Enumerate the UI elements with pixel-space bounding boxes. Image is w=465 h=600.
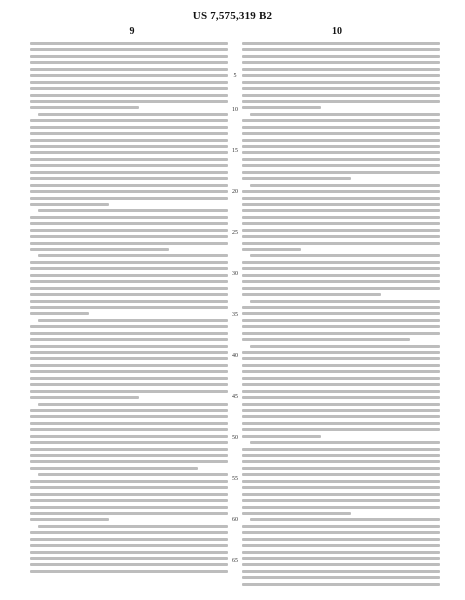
text-line-placeholder (30, 531, 228, 534)
text-line-placeholder (30, 48, 228, 51)
text-line-placeholder (30, 370, 228, 373)
text-line-placeholder (30, 396, 139, 399)
text-line-placeholder (30, 74, 228, 77)
text-line-placeholder (242, 119, 440, 122)
line-number: 45 (232, 394, 238, 400)
line-number: 25 (232, 230, 238, 236)
text-line-placeholder (242, 229, 440, 232)
text-line-placeholder (30, 544, 228, 547)
text-line-placeholder (242, 435, 321, 438)
text-line-placeholder (242, 570, 440, 573)
text-line-placeholder (242, 267, 440, 270)
text-line-placeholder (242, 126, 440, 129)
text-line-placeholder (242, 42, 440, 45)
text-line-placeholder (30, 563, 228, 566)
text-column-right (242, 42, 440, 588)
text-line-placeholder (30, 493, 228, 496)
text-line-placeholder (30, 448, 228, 451)
text-line-placeholder (242, 312, 440, 315)
text-line-placeholder (250, 441, 440, 444)
text-line-placeholder (242, 499, 440, 502)
text-line-placeholder (242, 460, 440, 463)
line-number: 40 (232, 353, 238, 359)
text-line-placeholder (242, 563, 440, 566)
text-line-placeholder (30, 190, 228, 193)
text-line-placeholder (30, 332, 228, 335)
text-line-placeholder (30, 312, 89, 315)
text-line-placeholder (30, 184, 228, 187)
text-line-placeholder (38, 209, 228, 212)
text-line-placeholder (242, 100, 440, 103)
text-line-placeholder (242, 74, 440, 77)
text-line-placeholder (242, 403, 440, 406)
text-line-placeholder (242, 68, 440, 71)
text-line-placeholder (242, 274, 440, 277)
text-line-placeholder (242, 55, 440, 58)
text-line-placeholder (242, 177, 351, 180)
column-number-right: 10 (332, 26, 342, 37)
text-line-placeholder (30, 61, 228, 64)
text-line-placeholder (30, 267, 228, 270)
text-line-placeholder (30, 415, 228, 418)
text-line-placeholder (242, 525, 440, 528)
text-line-placeholder (242, 158, 440, 161)
text-line-placeholder (30, 171, 228, 174)
text-line-placeholder (30, 454, 228, 457)
text-line-placeholder (242, 306, 440, 309)
text-line-placeholder (30, 126, 228, 129)
text-line-placeholder (30, 518, 109, 521)
text-line-placeholder (30, 357, 228, 360)
text-line-placeholder (242, 428, 440, 431)
text-line-placeholder (242, 338, 410, 341)
text-line-placeholder (242, 61, 440, 64)
text-line-placeholder (242, 551, 440, 554)
text-line-placeholder (30, 409, 228, 412)
text-line-placeholder (30, 81, 228, 84)
text-line-placeholder (38, 319, 228, 322)
text-line-placeholder (242, 139, 440, 142)
line-number: 20 (232, 189, 238, 195)
text-line-placeholder (30, 351, 228, 354)
line-number: 10 (232, 107, 238, 113)
text-line-placeholder (242, 364, 440, 367)
line-number: 5 (233, 73, 237, 79)
text-line-placeholder (30, 570, 228, 573)
text-line-placeholder (242, 396, 440, 399)
text-line-placeholder (242, 94, 440, 97)
text-line-placeholder (30, 538, 228, 541)
text-line-placeholder (30, 55, 228, 58)
text-line-placeholder (242, 280, 440, 283)
text-line-placeholder (30, 306, 228, 309)
text-line-placeholder (242, 81, 440, 84)
text-line-placeholder (30, 100, 228, 103)
line-number: 65 (232, 558, 238, 564)
text-line-placeholder (242, 493, 440, 496)
text-line-placeholder (242, 531, 440, 534)
text-line-placeholder (242, 209, 440, 212)
text-line-placeholder (30, 235, 228, 238)
text-line-placeholder (30, 132, 228, 135)
text-line-placeholder (242, 422, 440, 425)
text-line-placeholder (242, 287, 440, 290)
patent-number-header: US 7,575,319 B2 (192, 10, 273, 22)
text-line-placeholder (242, 242, 440, 245)
text-column-left (30, 42, 228, 588)
text-line-placeholder (242, 357, 440, 360)
text-line-placeholder (30, 467, 198, 470)
text-line-placeholder (30, 280, 228, 283)
text-line-placeholder (30, 325, 228, 328)
text-line-placeholder (242, 171, 440, 174)
text-line-placeholder (30, 499, 228, 502)
line-number: 30 (232, 271, 238, 277)
text-line-placeholder (38, 403, 228, 406)
text-line-placeholder (250, 345, 440, 348)
line-number: 55 (232, 476, 238, 482)
text-line-placeholder (242, 409, 440, 412)
text-line-placeholder (242, 325, 440, 328)
text-line-placeholder (250, 184, 440, 187)
text-line-placeholder (30, 300, 228, 303)
text-line-placeholder (242, 261, 440, 264)
text-line-placeholder (30, 151, 228, 154)
text-line-placeholder (30, 428, 228, 431)
text-line-placeholder (242, 390, 440, 393)
text-line-placeholder (242, 235, 440, 238)
text-line-placeholder (242, 248, 301, 251)
text-line-placeholder (30, 345, 228, 348)
text-line-placeholder (242, 48, 440, 51)
text-line-placeholder (242, 203, 440, 206)
text-line-placeholder (242, 467, 440, 470)
text-line-placeholder (30, 248, 169, 251)
text-line-placeholder (242, 370, 440, 373)
text-line-placeholder (250, 113, 440, 116)
text-line-placeholder (242, 164, 440, 167)
text-line-placeholder (242, 544, 440, 547)
text-line-placeholder (242, 583, 440, 586)
line-number: 35 (232, 312, 238, 318)
text-line-placeholder (30, 557, 228, 560)
text-line-placeholder (30, 441, 228, 444)
text-line-placeholder (30, 274, 228, 277)
text-line-placeholder (30, 551, 228, 554)
text-line-placeholder (242, 576, 440, 579)
text-line-placeholder (30, 94, 228, 97)
text-line-placeholder (242, 106, 321, 109)
text-line-placeholder (30, 222, 228, 225)
text-line-placeholder (30, 229, 228, 232)
text-line-placeholder (242, 132, 440, 135)
text-line-placeholder (30, 364, 228, 367)
text-line-placeholder (242, 557, 440, 560)
text-line-placeholder (242, 351, 440, 354)
text-line-placeholder (30, 338, 228, 341)
text-line-placeholder (242, 415, 440, 418)
text-line-placeholder (30, 377, 228, 380)
text-line-placeholder (30, 106, 139, 109)
text-line-placeholder (30, 506, 228, 509)
text-line-placeholder (250, 300, 440, 303)
text-line-placeholder (38, 254, 228, 257)
text-line-placeholder (242, 222, 440, 225)
text-line-placeholder (242, 512, 351, 515)
text-line-placeholder (30, 512, 228, 515)
text-line-placeholder (242, 377, 440, 380)
text-line-placeholder (242, 190, 440, 193)
text-line-placeholder (242, 145, 440, 148)
text-line-placeholder (30, 203, 109, 206)
text-line-placeholder (242, 197, 440, 200)
text-line-placeholder (242, 448, 440, 451)
text-line-placeholder (30, 435, 228, 438)
column-number-left: 9 (129, 26, 135, 37)
text-line-placeholder (30, 422, 228, 425)
text-line-placeholder (250, 518, 440, 521)
text-line-placeholder (30, 216, 228, 219)
text-line-placeholder (30, 460, 228, 463)
text-line-placeholder (30, 242, 228, 245)
text-line-placeholder (30, 390, 228, 393)
text-line-placeholder (250, 254, 440, 257)
text-line-placeholder (30, 197, 228, 200)
text-line-placeholder (38, 473, 228, 476)
text-line-placeholder (30, 164, 228, 167)
text-line-placeholder (242, 454, 440, 457)
text-line-placeholder (30, 261, 228, 264)
text-line-placeholder (38, 525, 228, 528)
text-line-placeholder (30, 42, 228, 45)
text-line-placeholder (30, 480, 228, 483)
text-line-placeholder (38, 113, 228, 116)
text-line-placeholder (30, 177, 228, 180)
text-line-placeholder (242, 151, 440, 154)
text-line-placeholder (30, 158, 228, 161)
text-line-placeholder (242, 486, 440, 489)
text-line-placeholder (30, 293, 228, 296)
text-line-placeholder (242, 480, 440, 483)
text-line-placeholder (30, 486, 228, 489)
text-line-placeholder (242, 293, 381, 296)
text-line-placeholder (30, 145, 228, 148)
line-number: 50 (232, 435, 238, 441)
text-line-placeholder (30, 287, 228, 290)
text-line-placeholder (242, 506, 440, 509)
text-line-placeholder (242, 332, 440, 335)
text-line-placeholder (242, 216, 440, 219)
text-line-placeholder (30, 68, 228, 71)
text-line-placeholder (242, 383, 440, 386)
text-line-placeholder (30, 139, 228, 142)
line-number: 15 (232, 148, 238, 154)
text-line-placeholder (242, 87, 440, 90)
text-line-placeholder (242, 538, 440, 541)
text-line-placeholder (30, 87, 228, 90)
text-line-placeholder (242, 319, 440, 322)
text-line-placeholder (30, 383, 228, 386)
line-number: 60 (232, 517, 238, 523)
text-line-placeholder (30, 119, 228, 122)
text-line-placeholder (242, 473, 440, 476)
